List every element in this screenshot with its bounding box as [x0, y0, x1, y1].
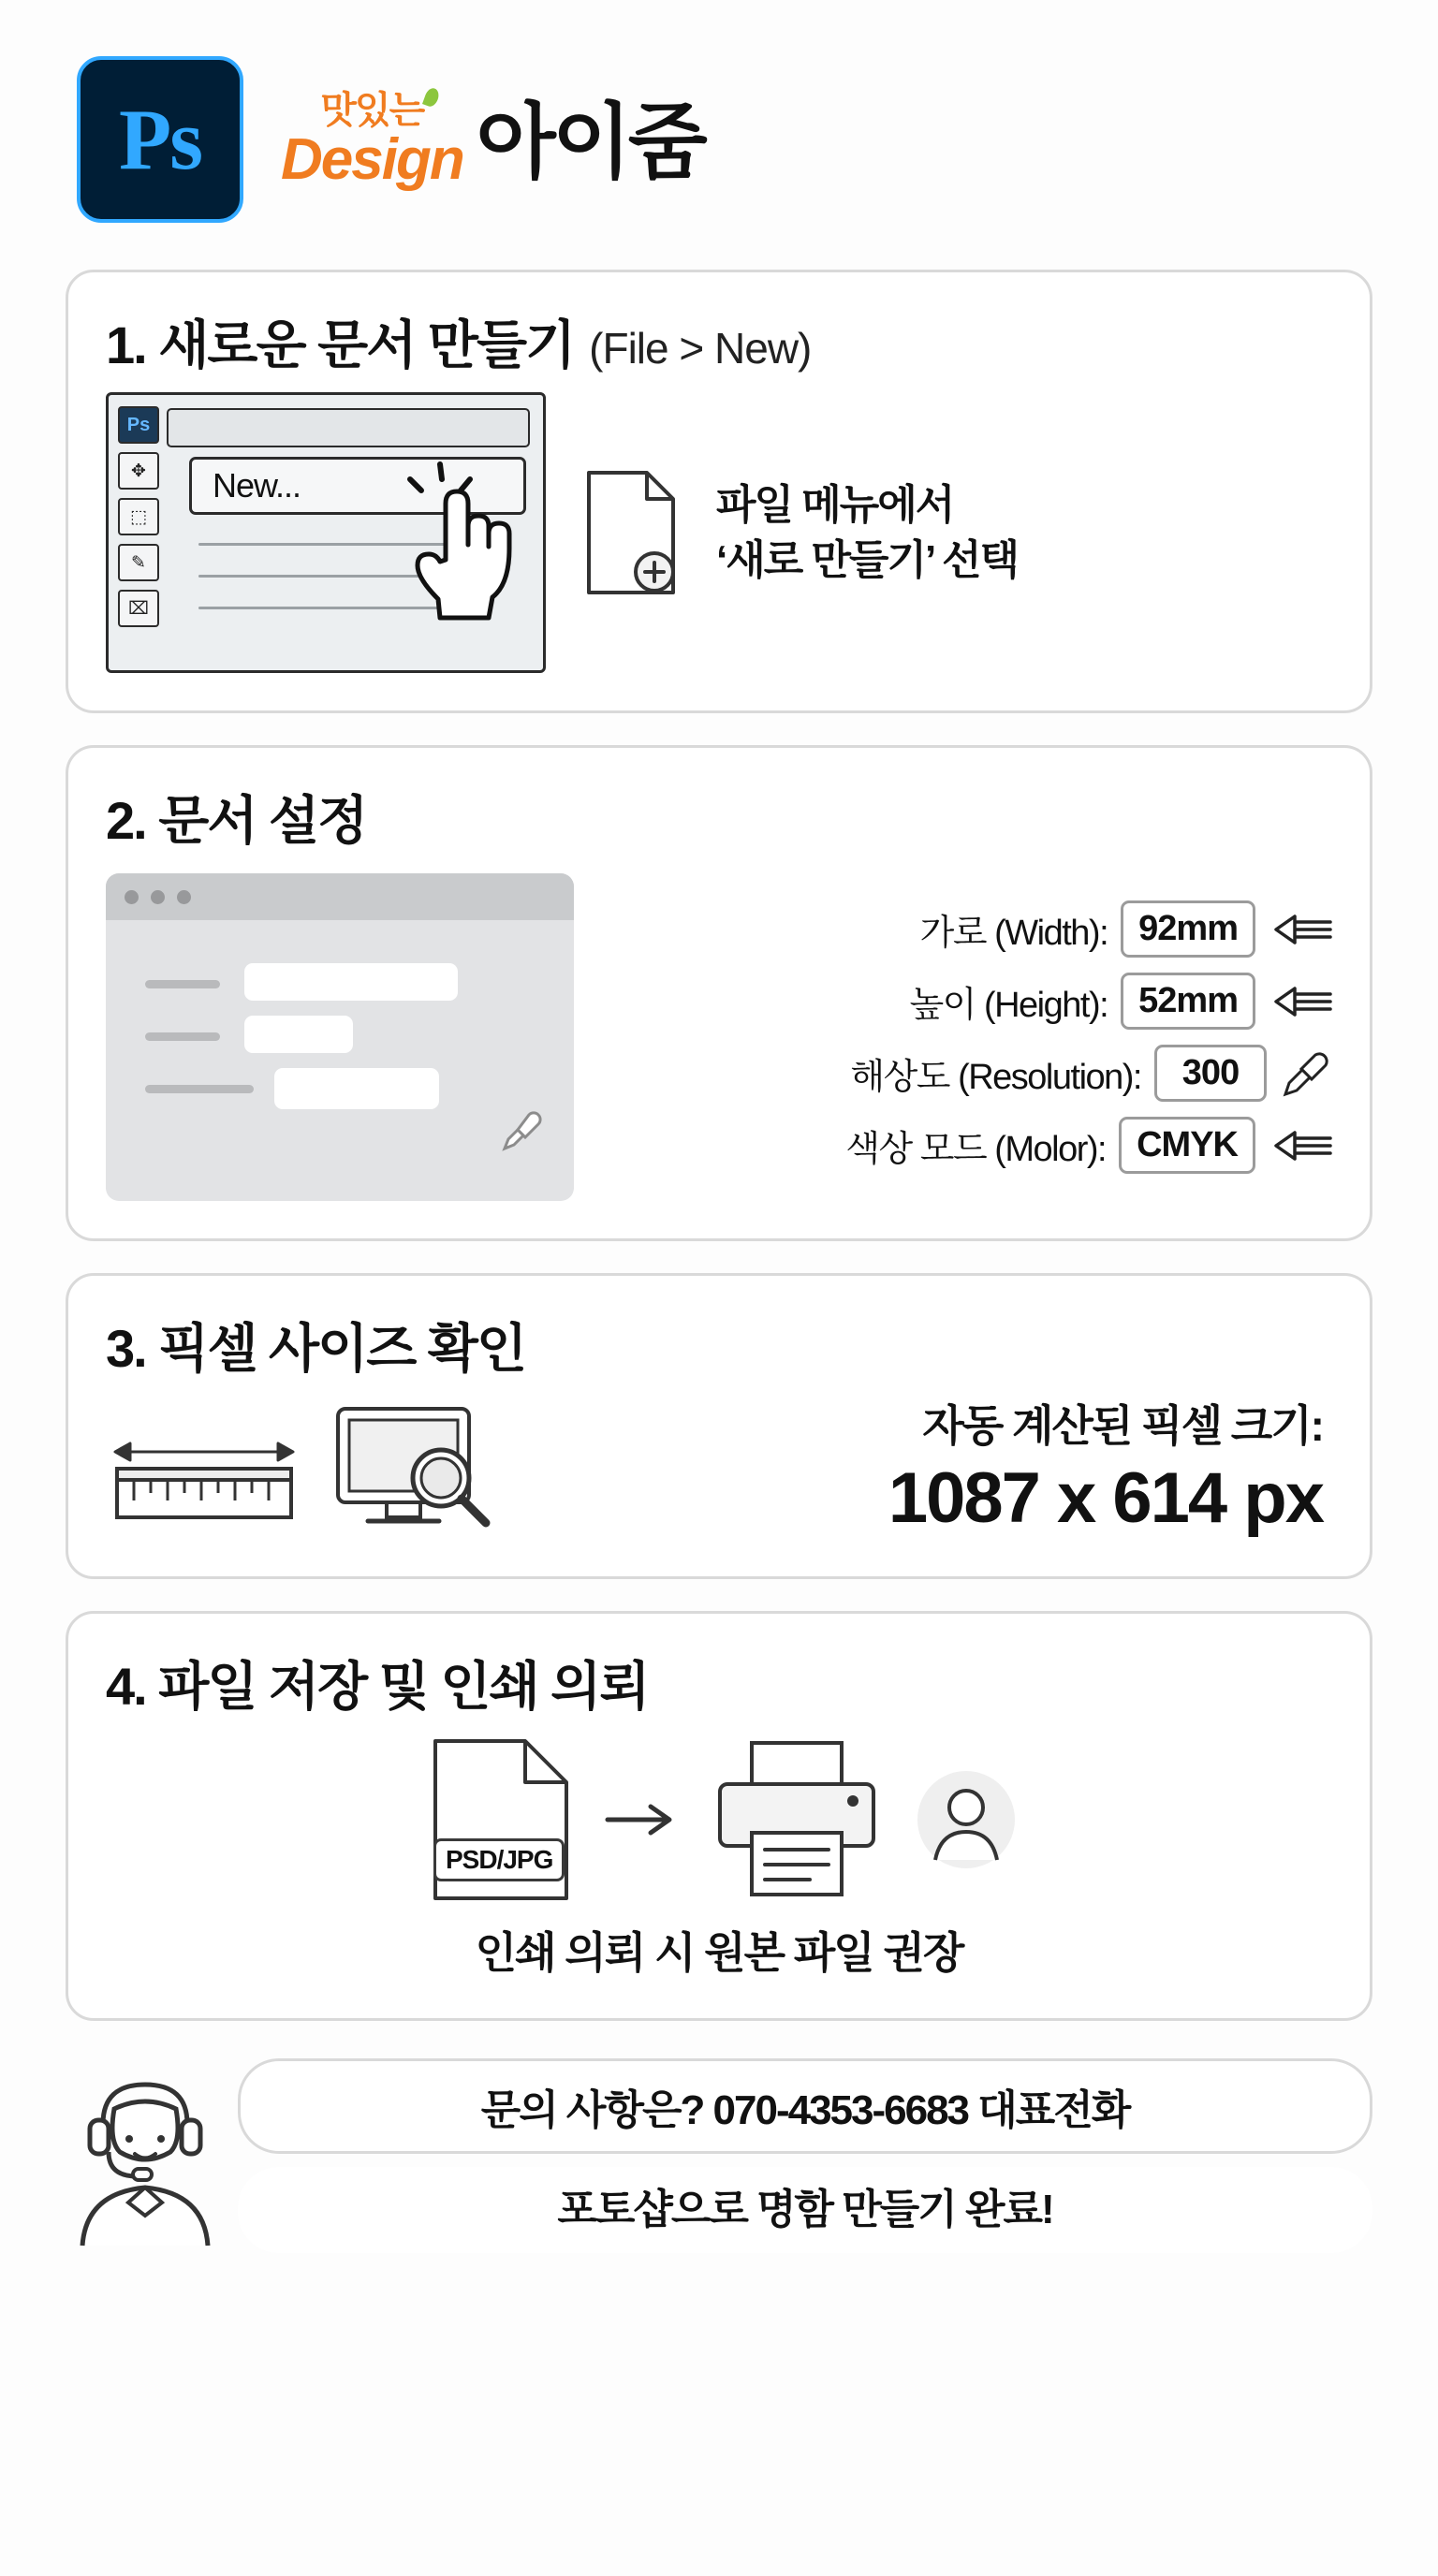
dialog-field-2[interactable] [244, 1016, 353, 1053]
footer-texts [238, 2053, 1372, 2253]
step-4-illustration [106, 1735, 1332, 1981]
toolbar-column [118, 406, 159, 627]
step-4-icon-row [420, 1735, 1018, 1904]
step-1-heading: 1. 새로운 문서 만들기 [106, 315, 575, 374]
photoshop-logo-icon [77, 56, 243, 223]
step-4-caption: 인쇄 의뢰 시 원본 파일 권장 [475, 1928, 963, 1977]
brand-lockup [281, 89, 704, 192]
arrow-left-icon-color-mode [1269, 1127, 1332, 1164]
pixel-size-caption: 자동 계산된 픽셀 크기: [922, 1401, 1323, 1450]
contact-banner: 문의 사항은? 070-4353-6683 대표전화 [238, 2058, 1372, 2154]
arrow-right-icon [604, 1801, 679, 1838]
step-1-description [716, 477, 1018, 589]
new-menu-item[interactable]: New... [189, 457, 526, 515]
dialog-label-3 [145, 1085, 254, 1093]
eyedropper-tool-icon: ✎ [118, 544, 159, 581]
dialog-dot-3 [177, 890, 191, 904]
step-2-heading: 2. 문서 설정 [106, 791, 367, 850]
brand-en: Design [281, 126, 463, 192]
step-4-card [66, 1611, 1372, 2021]
field-row-width [602, 900, 1332, 958]
arrow-left-icon-width [1269, 911, 1332, 948]
headset-agent-icon [66, 2053, 225, 2249]
brand-kr-small: 맛있는 [320, 89, 424, 131]
step-3-title [106, 1308, 1332, 1383]
field-label-height: 높이 (Height): [909, 986, 1108, 1025]
step-1-card [66, 270, 1372, 713]
field-value-color-mode[interactable]: CMYK [1119, 1117, 1255, 1174]
dialog-label-1 [145, 980, 220, 988]
brand-mark [281, 89, 463, 192]
field-label-color-mode: 색상 모드 (Molor): [845, 1130, 1107, 1169]
step-4-title [106, 1646, 1332, 1720]
dialog-dot-1 [125, 890, 139, 904]
closing-banner: 포토샵으로 명함 만들기 완료! [238, 2167, 1372, 2253]
photoshop-logo-label: Ps [119, 92, 201, 187]
pixel-size-value: 1087 x 614 px [888, 1458, 1323, 1538]
new-file-icon [580, 467, 682, 598]
step-1-illustration [106, 392, 1332, 673]
footer [66, 2053, 1372, 2253]
support-person-avatar [915, 1768, 1018, 1871]
field-row-color-mode [602, 1117, 1332, 1174]
monitor-magnifier-icon [325, 1396, 503, 1536]
dialog-titlebar [106, 873, 574, 920]
saved-file-icon [420, 1735, 580, 1904]
printer-icon [703, 1735, 890, 1904]
toolbar-ps-icon: Ps [118, 406, 159, 444]
field-value-height[interactable]: 52mm [1121, 973, 1255, 1030]
step-1-desc-line1: 파일 메뉴에서 [716, 481, 954, 528]
arrow-left-icon-height [1269, 983, 1332, 1020]
pointing-hand-icon [401, 455, 541, 633]
dialog-dot-2 [151, 890, 165, 904]
step-3-heading: 3. 픽셀 사이즈 확인 [106, 1319, 526, 1378]
move-tool-icon: ✥ [118, 452, 159, 490]
step-1-subheading: (File > New) [589, 324, 812, 373]
step-1-title [106, 304, 1332, 379]
dialog-eyedropper-icon [497, 1107, 542, 1152]
photoshop-window-mock [106, 392, 546, 673]
header [66, 56, 1372, 223]
file-format-tag: PSD/JPG [433, 1838, 565, 1881]
field-label-resolution: 해상도 (Resolution): [850, 1058, 1141, 1097]
pixel-size-readout [525, 1392, 1332, 1539]
brush-tool-icon: ⌧ [118, 590, 159, 627]
step-2-card [66, 745, 1372, 1241]
field-value-width[interactable]: 92mm [1121, 900, 1255, 958]
field-value-resolution[interactable]: 300 [1154, 1045, 1267, 1102]
page-title: 아이줌 [476, 95, 704, 189]
new-document-dialog-mock [106, 873, 574, 1201]
step-2-illustration [106, 873, 1332, 1201]
document-settings-fields [602, 900, 1332, 1174]
dialog-label-2 [145, 1032, 220, 1041]
dialog-field-1[interactable] [244, 963, 458, 1001]
step-4-heading: 4. 파일 저장 및 인쇄 의뢰 [106, 1657, 649, 1716]
field-row-resolution [602, 1045, 1332, 1102]
step-1-desc-line2: ‘새로 만들기’ 선택 [716, 537, 1018, 583]
step-3-card [66, 1273, 1372, 1579]
field-label-width: 가로 (Width): [919, 914, 1108, 953]
step-3-illustration [106, 1392, 1332, 1539]
field-row-height [602, 973, 1332, 1030]
eyedropper-icon-resolution [1280, 1047, 1332, 1100]
dialog-field-3[interactable] [274, 1068, 439, 1109]
menu-line-2 [198, 575, 433, 578]
ruler-icon [106, 1396, 302, 1536]
window-topbar [167, 408, 530, 447]
step-2-title [106, 780, 1332, 855]
marquee-tool-icon: ⬚ [118, 498, 159, 535]
